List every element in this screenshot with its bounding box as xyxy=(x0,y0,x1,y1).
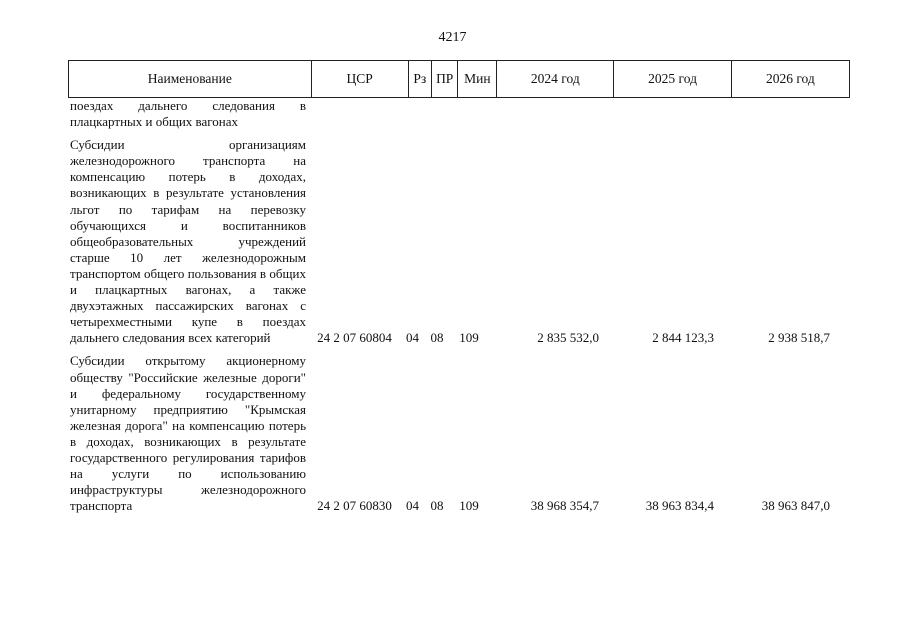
row-min: 109 xyxy=(459,498,479,514)
table-body xyxy=(68,98,850,514)
header-year-2025: 2025 год xyxy=(614,61,731,98)
row-min: 109 xyxy=(459,330,479,346)
row-name: поездах дальнего следования в плацкартных и общих вагонах xyxy=(70,98,306,130)
row-year-2026: 2 938 518,7 xyxy=(768,330,830,346)
header-csr: ЦСР xyxy=(311,61,408,98)
row-name: Субсидии открытому акционерному обществу "Российские железные дороги" и федеральному государственному унитарному предприятию "Крымская железная дорога" на компенсацию потерь в доходах, возникающих в результате государственного регулирования тарифов на услуги по использованию инфраструктуры железнодорожного транспорта xyxy=(70,353,306,514)
row-name: Субсидии организациям железнодорожного транспорта на компенсацию потерь в доходах, возникающих в результате установления льгот по тарифам на перевозку обучающихся и воспитанников общеобразовательных учреждений старше 10 лет железнодорожным транспортом общего пользования в общих и плацкартных вагонах, а также двухэтажных пассажирских вагонах с четырехместными купе в поездах дальнего следования всех категорий xyxy=(70,137,306,346)
header-pr: ПР xyxy=(431,61,458,98)
table-row xyxy=(68,137,850,346)
header-min: Мин xyxy=(458,61,497,98)
row-rz: 04 xyxy=(406,498,419,514)
row-year-2025: 2 844 123,3 xyxy=(652,330,714,346)
header-name: Наименование xyxy=(69,61,312,98)
header-rz: Рз xyxy=(408,61,431,98)
row-rz: 04 xyxy=(406,330,419,346)
page-number: 4217 xyxy=(438,30,467,45)
header-year-2024: 2024 год xyxy=(497,61,614,98)
row-pr: 08 xyxy=(430,498,444,514)
row-year-2026: 38 963 847,0 xyxy=(761,498,830,514)
table-header xyxy=(68,60,850,98)
row-pr: 08 xyxy=(430,330,444,346)
row-csr: 24 2 07 60830 xyxy=(317,498,392,514)
row-csr: 24 2 07 60804 xyxy=(317,330,392,346)
table-row xyxy=(68,98,850,130)
row-year-2024: 38 968 354,7 xyxy=(530,498,599,514)
row-year-2025: 38 963 834,4 xyxy=(645,498,714,514)
table-row xyxy=(68,353,850,514)
row-year-2024: 2 835 532,0 xyxy=(537,330,599,346)
header-year-2026: 2026 год xyxy=(731,61,849,98)
